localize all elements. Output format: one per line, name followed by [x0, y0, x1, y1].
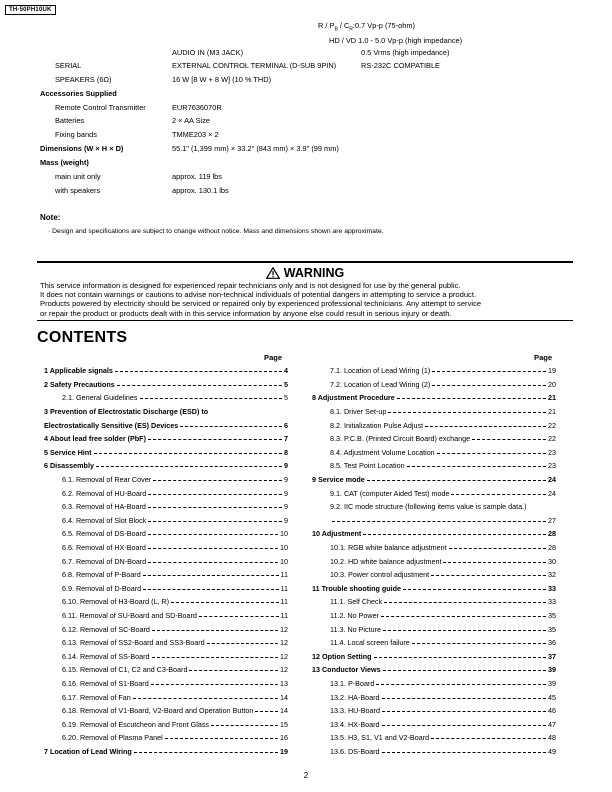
- toc-entry-title: 6.19. Removal of Escutcheon and Front Glass: [62, 719, 210, 729]
- spec-dimensions-label: Dimensions (W × H × D): [40, 144, 124, 153]
- toc-entry[interactable]: [62, 718, 288, 732]
- toc-leader-dots: [143, 575, 279, 576]
- toc-entry-title: 8.3. P.C.B. (Printed Circuit Board) exchange: [330, 434, 471, 444]
- spec-rpb-value: :0.7 Vp-p (75-ohm): [352, 21, 415, 30]
- toc-entry-title: 6 Disassembly: [44, 461, 94, 471]
- toc-entry-page: 10: [280, 556, 288, 566]
- toc-entry-page: 5: [284, 379, 288, 389]
- spec-rpb-sub-r: R: [349, 26, 353, 33]
- warning-body: [40, 281, 573, 318]
- toc-leader-dots: [382, 725, 546, 726]
- toc-entry[interactable]: [44, 364, 288, 378]
- toc-entry-title: 6.10. Removal of H3-Board (L, R): [62, 597, 170, 607]
- toc-entry-title: 13.4. HX-Board: [330, 719, 380, 729]
- toc-entry-page: 35: [548, 611, 556, 621]
- toc-entry-title: 6.14. Removal of SS-Board: [62, 651, 150, 661]
- toc-entry[interactable]: [330, 500, 556, 514]
- spec-accessories-heading: Accessories Supplied: [40, 89, 117, 98]
- toc-entry[interactable]: [62, 609, 288, 623]
- toc-entry-title: 6.16. Removal of S1-Board: [62, 679, 149, 689]
- spec-speakers-label: SPEAKERS (6Ω): [55, 75, 112, 84]
- toc-entry-page: 23: [548, 461, 556, 471]
- toc-leader-dots: [432, 385, 546, 386]
- toc-entry[interactable]: [62, 622, 288, 636]
- toc-leader-dots: [148, 548, 278, 549]
- model-number-tag: TH-50PH10UK: [5, 5, 56, 15]
- toc-entry-title: 6.6. Removal of HX-Board: [62, 543, 146, 553]
- toc-entry[interactable]: [62, 541, 288, 555]
- toc-entry-title: 7 Location of Lead Wiring: [44, 747, 132, 757]
- toc-leader-dots: [382, 711, 546, 712]
- toc-entry[interactable]: [62, 663, 288, 677]
- toc-entry-title: 11.2. No Power: [330, 611, 380, 621]
- toc-entry-page: 11: [280, 611, 288, 621]
- toc-entry-page: 30: [548, 556, 556, 566]
- toc-leader-dots: [397, 398, 546, 399]
- toc-entry-page: 23: [548, 447, 556, 457]
- note-title: Note:: [40, 213, 61, 222]
- toc-leader-dots: [407, 466, 546, 467]
- toc-entry[interactable]: [330, 731, 556, 745]
- toc-leader-dots: [96, 466, 282, 467]
- toc-leader-dots: [381, 616, 546, 617]
- toc-entry-page: 22: [548, 434, 556, 444]
- toc-entry-page: 27: [548, 515, 556, 525]
- toc-entry-title: 6.3. Removal of HA-Board: [62, 502, 146, 512]
- toc-entry-page: 24: [548, 475, 556, 485]
- toc-entry-page: 14: [280, 706, 288, 716]
- toc-entry[interactable]: [62, 486, 288, 500]
- toc-entry-title: 6.15. Removal of C1, C2 and C3-Board: [62, 665, 188, 675]
- toc-leader-dots: [115, 371, 282, 372]
- toc-leader-dots: [134, 752, 278, 753]
- toc-leader-dots: [367, 480, 546, 481]
- toc-entry[interactable]: [330, 704, 556, 718]
- toc-leader-dots: [383, 670, 546, 671]
- spec-remote-label: Remote Control Transmitter: [55, 103, 146, 112]
- toc-leader-dots: [148, 562, 278, 563]
- toc-entry-page: 11: [280, 597, 288, 607]
- toc-entry-page: 19: [280, 747, 288, 757]
- toc-entry[interactable]: [312, 663, 556, 677]
- toc-entry[interactable]: [312, 650, 556, 664]
- toc-entry-title: 6.2. Removal of HU-Board: [62, 488, 147, 498]
- spec-rpb-sub-b: B: [334, 26, 338, 33]
- toc-leader-dots: [332, 521, 546, 522]
- toc-entry-page: 12: [280, 665, 288, 675]
- toc-entry[interactable]: [312, 582, 556, 596]
- toc-leader-dots: [207, 643, 278, 644]
- toc-entry-title: 9.2. IIC mode structure (following items value is sample data.): [330, 502, 527, 512]
- toc-leader-dots: [199, 616, 279, 617]
- toc-entry-page: 7: [284, 434, 288, 444]
- toc-entry-title: 10 Adjustment: [312, 529, 362, 539]
- toc-entry-page: 9: [284, 461, 288, 471]
- toc-entry[interactable]: [312, 391, 556, 405]
- toc-entry[interactable]: [62, 636, 288, 650]
- toc-entry-page: 10: [280, 529, 288, 539]
- toc-entry-title: Electrostatically Sensitive (ES) Devices: [44, 420, 179, 430]
- toc-entry[interactable]: [312, 473, 556, 487]
- toc-entry-page: 20: [548, 379, 556, 389]
- toc-entry[interactable]: [62, 731, 288, 745]
- toc-leader-dots: [437, 453, 546, 454]
- toc-leader-dots: [431, 738, 546, 739]
- spec-rpb-sep: / C: [337, 21, 350, 30]
- toc-entry-page: 35: [548, 624, 556, 634]
- toc-entry-page: 24: [548, 488, 556, 498]
- toc-entry-title: 2 Safety Precautions: [44, 379, 115, 389]
- toc-entry-page: 14: [280, 692, 288, 702]
- toc-leader-dots: [443, 562, 546, 563]
- toc-entry-title: 2.1. General Guidelines: [62, 393, 138, 403]
- toc-leader-dots: [153, 480, 282, 481]
- toc-entry[interactable]: [330, 364, 556, 378]
- toc-entry-title: 6.1. Removal of Rear Cover: [62, 475, 152, 485]
- toc-entry-page: 9: [284, 515, 288, 525]
- toc-entry[interactable]: [62, 391, 288, 405]
- toc-entry[interactable]: [330, 459, 556, 473]
- spec-with-speakers-value: approx. 130.1 lbs: [172, 186, 229, 195]
- spec-batteries-label: Batteries: [55, 116, 85, 125]
- toc-entry[interactable]: [330, 718, 556, 732]
- spec-serial-value: RS-232C COMPATIBLE: [361, 61, 440, 70]
- toc-entry-title: 6.11. Removal of SU-Board and SD-Board: [62, 611, 197, 621]
- spec-fixing-label: Fixing bands: [55, 130, 97, 139]
- toc-entry-title: 9.1. CAT (computer Aided Test) mode: [330, 488, 450, 498]
- toc-leader-dots: [472, 439, 546, 440]
- toc-entry-title: 4 About lead free solder (PbF): [44, 434, 146, 444]
- toc-entry-title: 8.2. Initialization Pulse Adjust: [330, 420, 424, 430]
- toc-entry-page: 21: [548, 407, 556, 417]
- toc-leader-dots: [148, 507, 282, 508]
- warning-line: This service information is designed for experienced repair technicians only and is not designed for use by the general public.: [40, 281, 461, 290]
- toc-entry-title: 6.20. Removal of Plasma Panel: [62, 733, 163, 743]
- spec-fixing-value: TMME203 × 2: [172, 130, 219, 139]
- toc-entry-page: 28: [548, 543, 556, 553]
- toc-leader-dots: [255, 711, 278, 712]
- toc-entry-title: 8.1. Driver Set-up: [330, 407, 387, 417]
- toc-entry-title: 11.4. Local screen failure: [330, 638, 410, 648]
- toc-entry-page: 13: [280, 679, 288, 689]
- toc-leader-dots: [152, 630, 278, 631]
- toc-entry-page: 16: [280, 733, 288, 743]
- toc-entry-title: 8.4. Adjustment Volume Location: [330, 447, 435, 457]
- warning-line: It does not contain warnings or cautions to advise non-technical individuals of potential dangers in attempting to service a product.: [40, 290, 477, 300]
- toc-entry-title: 11.3. No Picture: [330, 624, 382, 634]
- toc-entry-title: 13.2. HA-Board: [330, 692, 380, 702]
- toc-entry[interactable]: [44, 418, 288, 432]
- toc-entry-page: 5: [284, 393, 288, 403]
- toc-entry-page: 12: [280, 638, 288, 648]
- toc-leader-dots: [403, 589, 546, 590]
- spec-audio-label: AUDIO IN (M3 JACK): [172, 48, 244, 57]
- spec-mass-heading: Mass (weight): [40, 158, 89, 167]
- spec-rpb: [318, 21, 415, 32]
- toc-leader-dots: [133, 698, 278, 699]
- toc-entry-page: 19: [548, 366, 556, 376]
- spec-serial-label: SERIAL: [55, 61, 82, 70]
- toc-leader-dots: [432, 371, 546, 372]
- warning-line: or repair the product or products dealt with in this service information by anyone else could result in serious injury or death.: [40, 308, 452, 318]
- toc-entry-page: 22: [548, 420, 556, 430]
- toc-entry-title: 13.3. HU-Board: [330, 706, 380, 716]
- toc-leader-dots: [171, 602, 278, 603]
- toc-entry-title: 6.7. Removal of DN-Board: [62, 556, 147, 566]
- toc-entry-title: 6.4. Removal of Slot Block: [62, 515, 147, 525]
- toc-entry[interactable]: [44, 745, 288, 759]
- page-column-header-left: Page: [264, 353, 283, 362]
- toc-entry[interactable]: [62, 595, 288, 609]
- toc-entry[interactable]: [62, 690, 288, 704]
- toc-entry-page: 4: [284, 366, 288, 376]
- warning-title: WARNING: [283, 266, 345, 280]
- toc-entry-page: 15: [280, 719, 288, 729]
- spec-rpb-text: R / P: [318, 21, 335, 30]
- toc-entry-title: 6.12. Removal of SC-Board: [62, 624, 150, 634]
- spec-audio-value: 0.5 Vrms (high impedance): [361, 48, 450, 57]
- toc-entry[interactable]: [62, 704, 288, 718]
- toc-entry[interactable]: [62, 527, 288, 541]
- toc-leader-dots: [382, 698, 546, 699]
- toc-entry-page: 9: [284, 475, 288, 485]
- warning-heading: [37, 266, 573, 280]
- toc-entry-title: 6.8. Removal of P-Board: [62, 570, 141, 580]
- toc-entry[interactable]: [330, 446, 556, 460]
- toc-leader-dots: [143, 589, 278, 590]
- toc-entry[interactable]: [44, 446, 288, 460]
- toc-entry-title: 6.13. Removal of SS2-Board and SS3-Board: [62, 638, 205, 648]
- toc-entry-title: 6.18. Removal of V1-Board, V2-Board and Operation Button: [62, 706, 254, 716]
- toc-entry-title: 10.1. RGB white balance adjustment: [330, 543, 447, 553]
- warning-line: Products powered by electricity should be serviced or repaired only by experienced professional technicians. Any attempt to service: [40, 299, 482, 309]
- toc-entry-title: 13.5. H3, S1, V1 and V2-Board: [330, 733, 430, 743]
- toc-entry[interactable]: [330, 595, 556, 609]
- toc-entry[interactable]: [330, 568, 556, 582]
- toc-entry[interactable]: [330, 609, 556, 623]
- spec-serial-terminal: EXTERNAL CONTROL TERMINAL (D-SUB 9PIN): [172, 61, 337, 70]
- warning-box: [37, 261, 573, 321]
- toc-entry-page: 6: [284, 420, 288, 430]
- toc-entry-page: 21: [548, 393, 556, 403]
- toc-entry-page: 9: [284, 502, 288, 512]
- toc-leader-dots: [376, 684, 546, 685]
- toc-leader-dots: [117, 385, 282, 386]
- toc-entry-page: 10: [280, 543, 288, 553]
- toc-entry[interactable]: [330, 622, 556, 636]
- toc-leader-dots: [152, 657, 279, 658]
- toc-entry-title: 10.3. Power control adjustment: [330, 570, 430, 580]
- toc-entry[interactable]: [330, 541, 556, 555]
- toc-leader-dots: [384, 602, 546, 603]
- toc-entry-title: 5 Service Hint: [44, 447, 92, 457]
- toc-leader-dots: [388, 412, 546, 413]
- toc-entry[interactable]: [312, 527, 556, 541]
- toc-leader-dots: [148, 521, 282, 522]
- toc-leader-dots: [363, 534, 546, 535]
- toc-entry-title: 3 Prevention of Electrostatic Discharge (ESD) to: [44, 407, 209, 417]
- toc-entry-title: 11.1. Self Check: [330, 597, 383, 607]
- toc-entry-page: 9: [284, 488, 288, 498]
- spec-with-speakers-label: with speakers: [55, 186, 101, 195]
- toc-leader-dots: [151, 684, 278, 685]
- toc-entry[interactable]: [330, 514, 556, 528]
- toc-entry-title: 6.5. Removal of DS-Board: [62, 529, 146, 539]
- spec-main-unit-label: main unit only: [55, 172, 101, 181]
- toc-entry-title: 1 Applicable signals: [44, 366, 113, 376]
- spec-dimensions-value: 55.1" (1,399 mm) × 33.2" (843 mm) × 3.9" (99 mm): [172, 144, 339, 153]
- toc-entry[interactable]: [62, 500, 288, 514]
- toc-entry-page: 48: [548, 733, 556, 743]
- toc-entry-page: 12: [280, 624, 288, 634]
- toc-leader-dots: [412, 643, 546, 644]
- toc-entry-title: 11 Trouble shooting guide: [312, 583, 402, 593]
- toc-entry[interactable]: [330, 378, 556, 392]
- toc-entry-page: 36: [548, 638, 556, 648]
- toc-entry[interactable]: [44, 405, 288, 419]
- toc-entry[interactable]: [44, 459, 288, 473]
- toc-entry[interactable]: [44, 432, 288, 446]
- contents-title: CONTENTS: [37, 329, 128, 346]
- toc-leader-dots: [140, 398, 282, 399]
- toc-entry-title: 9 Service mode: [312, 475, 365, 485]
- toc-entry-title: 7.1. Location of Lead Wiring (1): [330, 366, 431, 376]
- toc-leader-dots: [211, 725, 278, 726]
- toc-leader-dots: [431, 575, 546, 576]
- toc-entry-title: 13 Conductor Views: [312, 665, 381, 675]
- toc-entry-title: 13.1. P-Board: [330, 679, 375, 689]
- toc-leader-dots: [425, 426, 546, 427]
- spec-speakers-value: 16 W [8 W + 8 W] (10 % THD): [172, 75, 272, 84]
- toc-leader-dots: [148, 534, 278, 535]
- toc-entry[interactable]: [330, 418, 556, 432]
- spec-batteries-value: 2 × AA Size: [172, 116, 211, 125]
- toc-entry-page: 8: [284, 447, 288, 457]
- toc-entry-page: 39: [548, 665, 556, 675]
- toc-entry-page: 12: [280, 651, 288, 661]
- toc-entry-page: 47: [548, 719, 556, 729]
- toc-entry-page: 33: [548, 583, 556, 593]
- toc-leader-dots: [451, 494, 546, 495]
- toc-entry-page: 33: [548, 597, 556, 607]
- toc-entry-title: 6.9. Removal of D-Board: [62, 583, 142, 593]
- spec-hdvd: HD / VD 1.0 - 5.0 Vp-p (high impedance): [329, 36, 463, 45]
- toc-entry-title: 8.5. Test Point Location: [330, 461, 405, 471]
- toc-leader-dots: [383, 630, 546, 631]
- toc-leader-dots: [189, 670, 278, 671]
- toc-entry[interactable]: [330, 554, 556, 568]
- toc-entry[interactable]: [62, 554, 288, 568]
- toc-leader-dots: [449, 548, 546, 549]
- toc-entry-title: 12 Option Setting: [312, 651, 372, 661]
- toc-entry[interactable]: [330, 405, 556, 419]
- toc-entry-page: 32: [548, 570, 556, 580]
- toc-entry-page: 11: [280, 583, 288, 593]
- toc-entry[interactable]: [330, 745, 556, 759]
- toc-leader-dots: [148, 494, 282, 495]
- toc-entry[interactable]: [330, 432, 556, 446]
- toc-leader-dots: [382, 752, 546, 753]
- page-number: 2: [303, 771, 309, 780]
- toc-entry-page: 28: [548, 529, 556, 539]
- page-column-header-right: Page: [534, 353, 553, 362]
- note-text: · Design and specifications are subject to change without notice. Mass and dimensions shown are approximate.: [48, 228, 384, 235]
- toc-entry[interactable]: [330, 677, 556, 691]
- toc-entry[interactable]: [330, 690, 556, 704]
- toc-entry-title: 10.2. HD white balance adjustment: [330, 556, 442, 566]
- toc-leader-dots: [374, 657, 547, 658]
- toc-leader-dots: [165, 738, 278, 739]
- toc-entry[interactable]: [62, 514, 288, 528]
- toc-entry-page: 37: [548, 651, 556, 661]
- toc-entry[interactable]: [62, 473, 288, 487]
- toc-entry[interactable]: [330, 636, 556, 650]
- toc-entry-page: 39: [548, 679, 556, 689]
- toc-entry-page: 49: [548, 747, 556, 757]
- toc-entry[interactable]: [62, 568, 288, 582]
- toc-entry[interactable]: [62, 650, 288, 664]
- toc-entry[interactable]: [62, 582, 288, 596]
- toc-entry-page: 46: [548, 706, 556, 716]
- toc-entry[interactable]: [44, 378, 288, 392]
- toc-entry-page: 45: [548, 692, 556, 702]
- toc-entry-title: 6.17. Removal of Fan: [62, 692, 131, 702]
- warning-triangle-icon: [266, 267, 280, 279]
- spec-remote-value: EUR7636070R: [172, 103, 222, 112]
- toc-entry[interactable]: [330, 486, 556, 500]
- spec-main-unit-value: approx. 119 lbs: [172, 172, 222, 181]
- toc-entry-page: 11: [280, 570, 288, 580]
- toc-entry-title: 8 Adjustment Procedure: [312, 393, 395, 403]
- toc-entry-title: 7.2. Location of Lead Wiring (2): [330, 379, 431, 389]
- toc-entry[interactable]: [62, 677, 288, 691]
- toc-leader-dots: [180, 426, 282, 427]
- toc-entry-title: 13.6. DS-Board: [330, 747, 380, 757]
- toc-leader-dots: [94, 453, 282, 454]
- toc-leader-dots: [148, 439, 282, 440]
